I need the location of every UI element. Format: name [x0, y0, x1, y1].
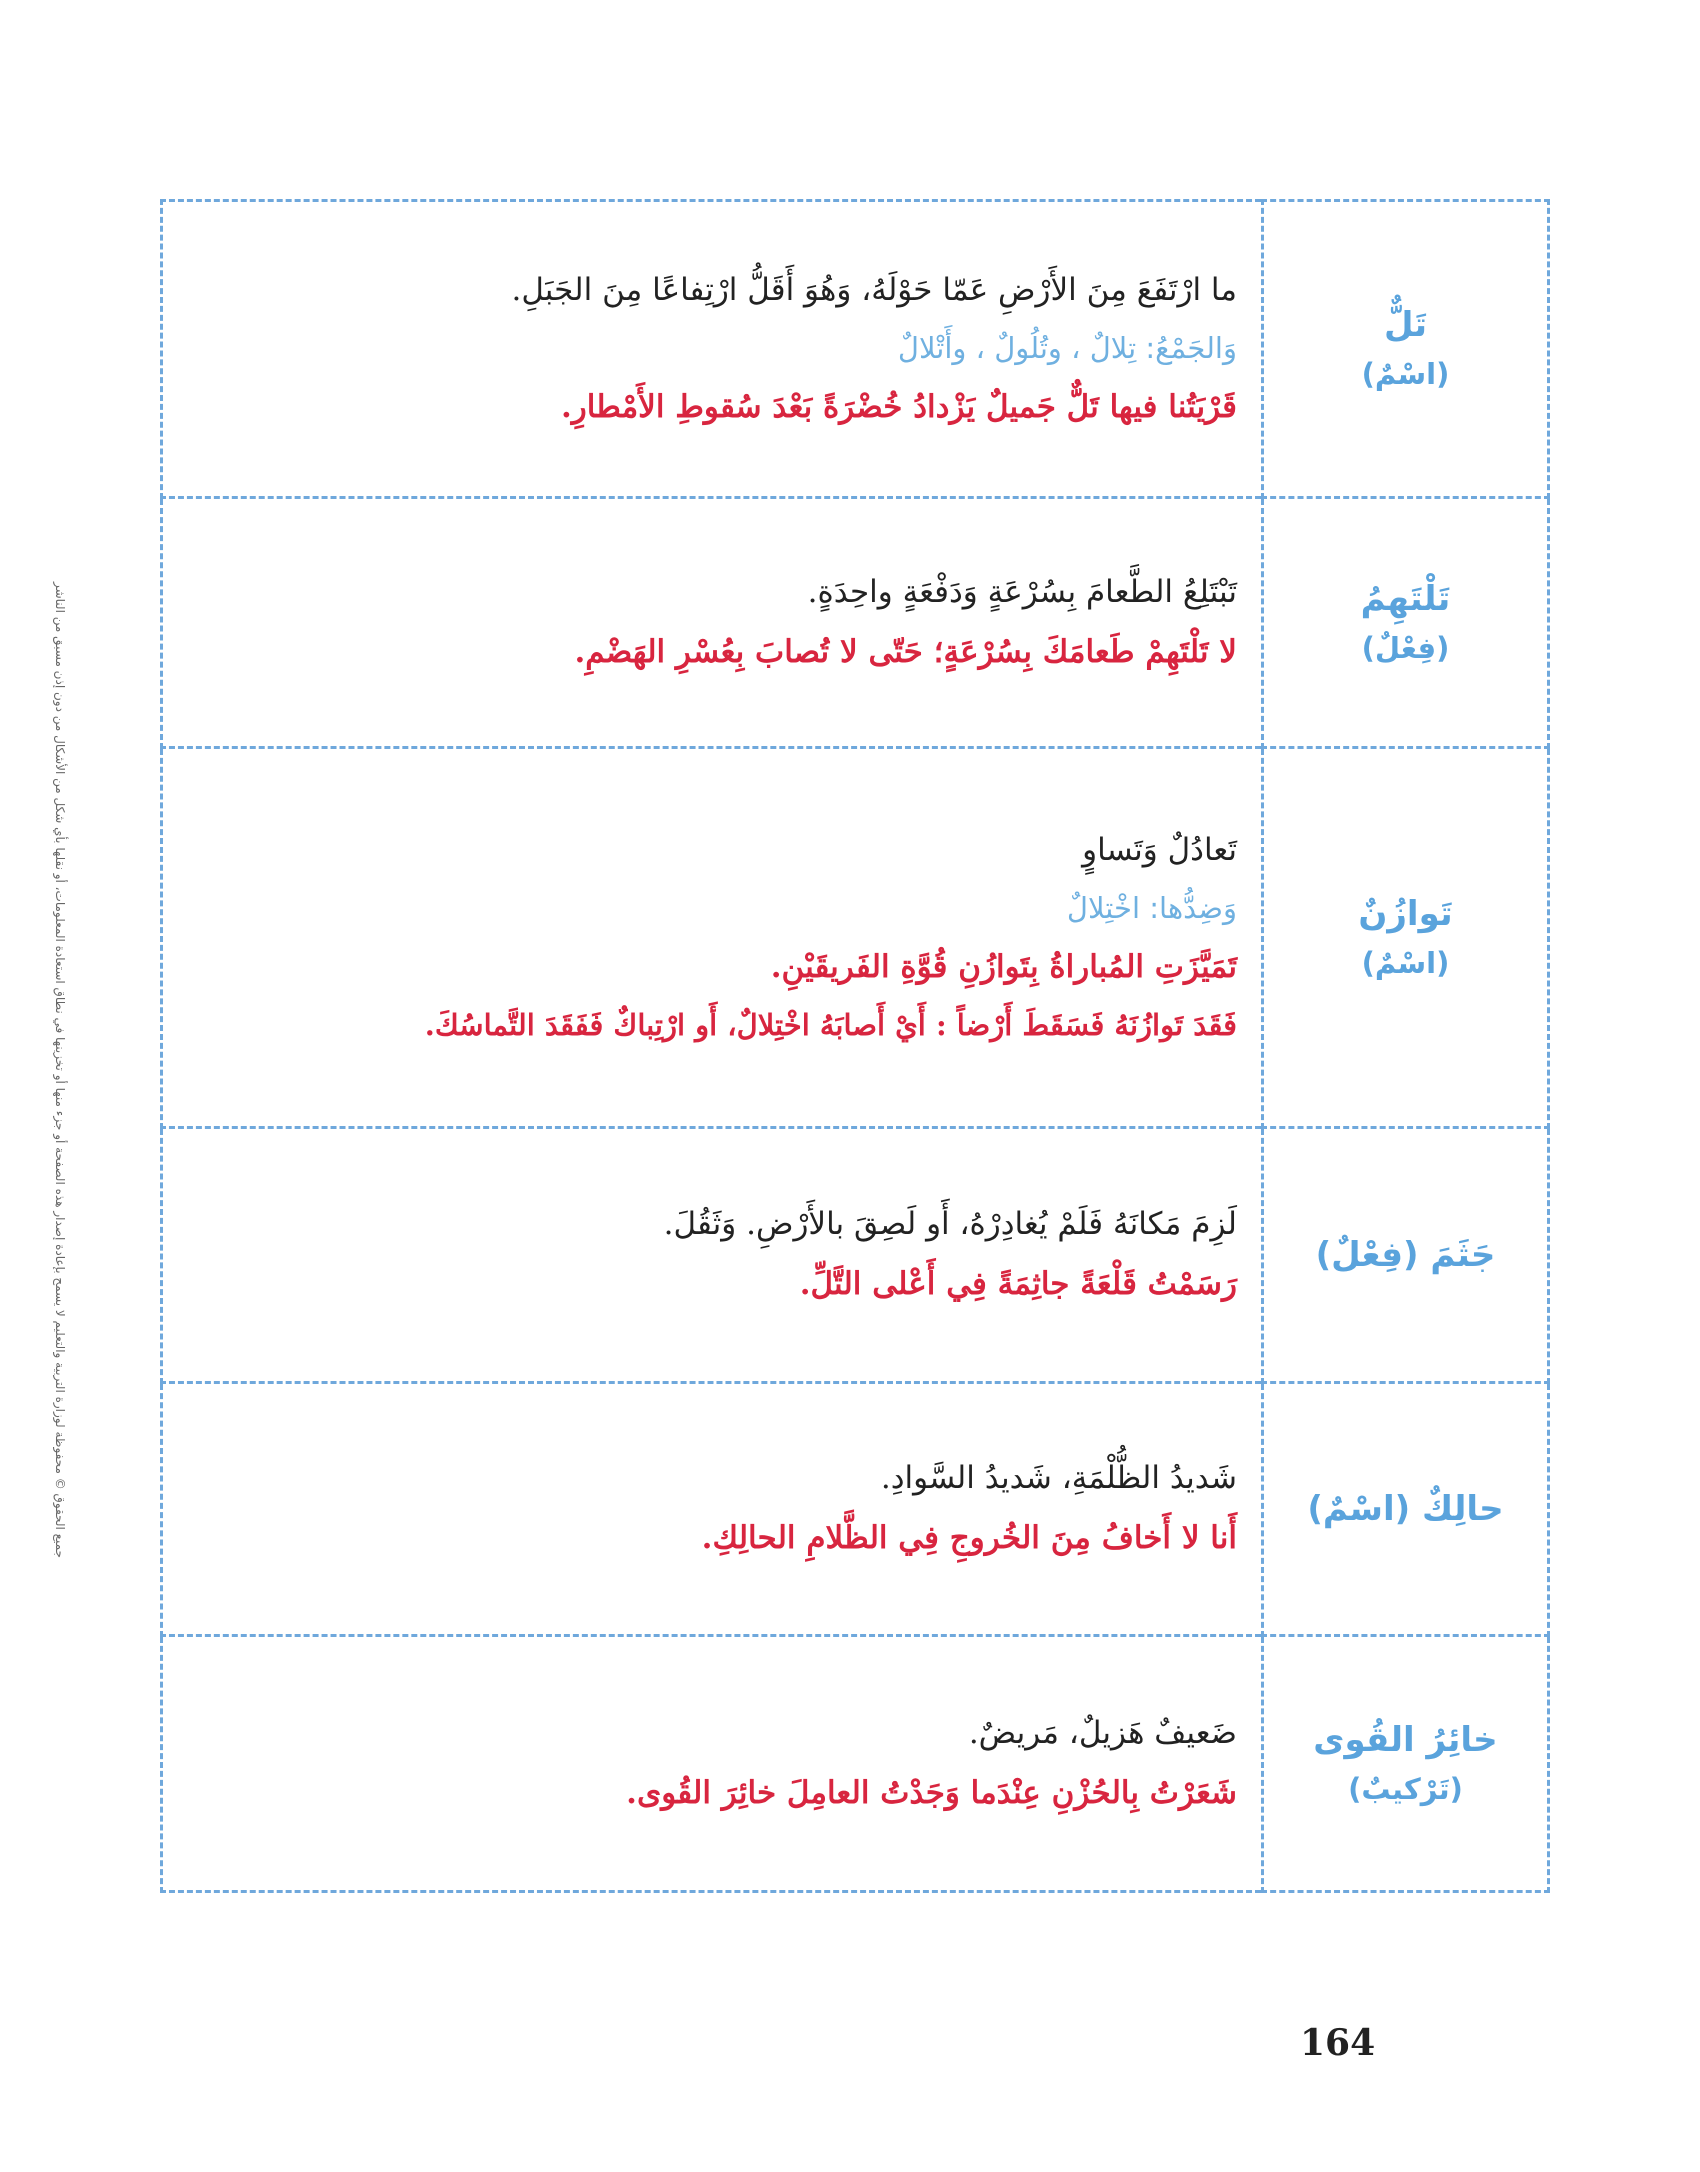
vocab-word: خائِرُ القُوى: [1313, 1719, 1498, 1760]
vocab-row: [162, 1383, 1549, 1636]
vocab-word: تَلٌّ: [1383, 305, 1428, 346]
example-sentence: رَسَمْتُ قَلْعَةً جاثِمَةً فِي أَعْلى التَّلِّ.: [799, 1266, 1237, 1302]
definition-cell: [162, 1383, 1263, 1636]
word-cell: [1263, 1636, 1549, 1892]
definition-cell: [162, 1128, 1263, 1383]
definition-text: ضَعيفٌ هَزيلٌ، مَريضٌ.: [968, 1714, 1237, 1751]
definition-cell: [162, 1636, 1263, 1892]
vocab-row: [162, 748, 1549, 1128]
word-type: (فِعْلٌ): [1361, 630, 1450, 665]
vocab-word: تَوازُنٌ: [1358, 893, 1453, 934]
vocab-row: [162, 1636, 1549, 1892]
definition-cell: [162, 201, 1263, 498]
definition-cell: [162, 498, 1263, 748]
definition-text: تَعادُلٌ وَتَساوٍ: [1082, 831, 1237, 868]
vocabulary-table: [160, 199, 1550, 1893]
example-sentence: تَمَيَّزَتِ المُباراةُ بِتَوازُنِ قُوَّةِ الفَريقَيْنِ.: [770, 948, 1237, 985]
example-sentence: شَعَرْتُ بِالحُزْنِ عِنْدَما وَجَدْتُ العامِلَ خائِرَ القُوى.: [626, 1774, 1237, 1811]
word-cell: [1263, 201, 1549, 498]
word-type: (اسْمٌ): [1361, 945, 1450, 980]
definition-text: تَبْتَلِعُ الطَّعامَ بِسُرْعَةٍ وَدَفْعَةٍ واحِدَةٍ.: [807, 573, 1237, 610]
vocab-row: [162, 1128, 1549, 1383]
vocab-row: [162, 201, 1549, 498]
word-cell: [1263, 1128, 1549, 1383]
example-sentence: أَنا لا أَخافُ مِنَ الخُروجِ فِي الظَّلامِ الحالِكِ.: [701, 1520, 1237, 1556]
example-sentence: لا تَلْتَهِمْ طَعامَكَ بِسُرْعَةٍ؛ حَتّى لا تُصابَ بِعُسْرِ الهَضْمِ.: [574, 633, 1237, 670]
plural-note: وَالجَمْعُ: تِلالٌ ، وتُلُولٌ ، وأَتْلالٌ: [897, 331, 1237, 366]
definition-text: ما ارْتَفَعَ مِنَ الأَرْضِ عَمّا حَوْلَهُ، وَهُوَ أَقَلُّ ارْتِفاعًا مِنَ الجَبَلِ.: [511, 271, 1237, 308]
word-cell: [1263, 498, 1549, 748]
vocab-word: جَثَمَ (فِعْلٌ): [1315, 1234, 1496, 1275]
example-sentence: قَرْيَتُنا فيها تَلٌّ جَميلٌ يَزْدادُ خُضْرَةً بَعْدَ سُقوطِ الأَمْطارِ.: [560, 388, 1237, 425]
word-type: (تَرْكيبٌ): [1348, 1771, 1463, 1806]
vocab-row: [162, 498, 1549, 748]
word-type: (اسْمٌ): [1361, 357, 1450, 392]
vocab-word: تَلْتَهِمُ: [1360, 578, 1451, 619]
antonym-note: وَضِدُّها: اخْتِلالٌ: [1066, 891, 1237, 926]
copyright-notice: جميع الحقوق © محفوظة لوزارة التربية والتعليم لا يسمح بإعادة إصدار هذه الصفحة أو جزء منها أو تخزينها في نطاق استعادة المعلومات، أو نقلها بأي شكل من الأشكال من دون إذن مسبق من الناشر: [53, 581, 67, 1559]
definition-text: شَديدُ الظُّلْمَةِ، شَديدُ السَّوادِ.: [880, 1460, 1237, 1497]
word-cell: [1263, 748, 1549, 1128]
definition-text: لَزِمَ مَكانَهُ فَلَمْ يُغادِرْهُ، أَو لَصِقَ بالأَرْضِ. وَثَقُلَ.: [663, 1206, 1237, 1243]
vocab-word: حالِكٌ (اسْمٌ): [1307, 1488, 1504, 1529]
page-number: 164: [1300, 2022, 1376, 2064]
word-cell: [1263, 1383, 1549, 1636]
definition-cell: [162, 748, 1263, 1128]
example-sentence: فَقَدَ تَوازُنَهُ فَسَقَطَ أَرْضاً : أَيْ أَصابَهُ اخْتِلالٌ، أَو ارْتِباكٌ فَفَقَدَ التَّماسُكَ.: [424, 1008, 1237, 1043]
